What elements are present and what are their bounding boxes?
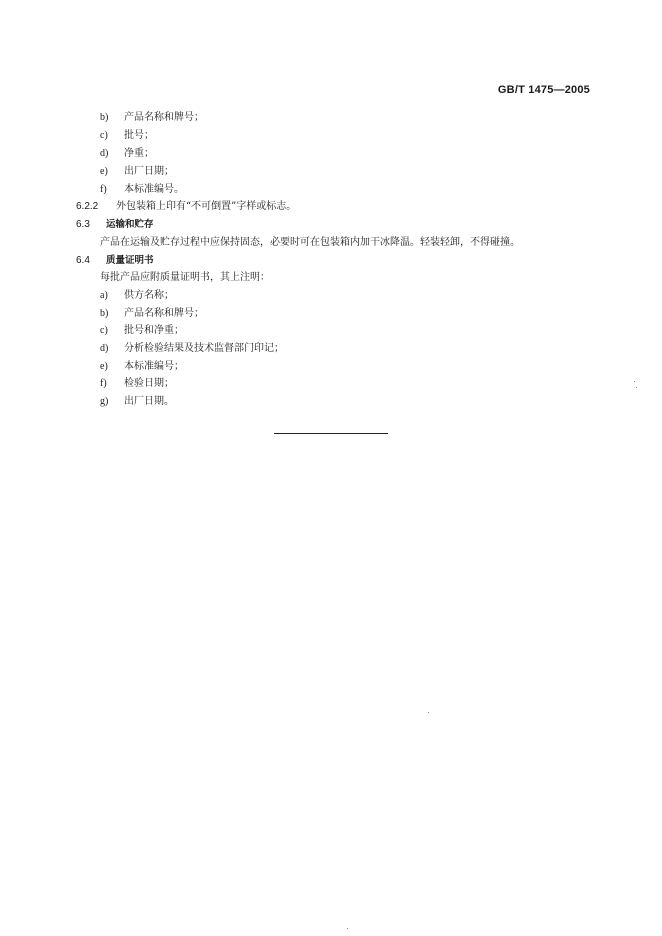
list-marker: g) [100, 396, 109, 407]
scan-speck [428, 712, 429, 713]
list-item [100, 130, 154, 142]
list-item [100, 325, 184, 337]
list-marker: c) [100, 130, 108, 141]
section-number: 6.4 [76, 255, 90, 266]
list-item [100, 290, 174, 302]
list-text: 净重； [124, 148, 154, 159]
list-marker: f) [100, 378, 107, 389]
list-text: 本标准编号； [124, 361, 184, 372]
list-marker: b) [100, 308, 109, 319]
scan-speck [636, 387, 637, 388]
list-item [100, 396, 174, 408]
scan-speck [634, 381, 635, 382]
list-marker: e) [100, 166, 108, 177]
list-marker: f) [100, 184, 107, 195]
list-text: 分析检验结果及技术监督部门印记； [124, 343, 284, 354]
end-rule [274, 433, 388, 434]
list-marker: c) [100, 325, 108, 336]
standard-number: GB/T 1475—2005 [497, 84, 590, 96]
clause-text: 外包装箱上印有“不可倒置”字样或标志。 [116, 201, 297, 212]
list-item [100, 184, 184, 196]
list-item [100, 148, 154, 160]
list-text: 批号和净重； [124, 325, 184, 336]
list-text: 出厂日期； [124, 166, 174, 177]
list-marker: d) [100, 148, 109, 159]
list-text: 产品名称和牌号； [124, 112, 204, 123]
section-number: 6.3 [76, 219, 90, 230]
section-body-6-3: 产品在运输及贮存过程中应保持固态，必要时可在包装箱内加干冰降温。轻装轻卸，不得碰撞。 [100, 237, 520, 248]
section-title: 质量证明书 [106, 255, 154, 266]
list-item [100, 166, 174, 178]
list-text: 出厂日期。 [124, 396, 174, 407]
section-heading-6-4 [76, 255, 154, 267]
list-text: 本标准编号。 [124, 184, 184, 195]
list-text: 供方名称； [124, 290, 174, 301]
section-heading-6-3 [76, 219, 154, 231]
section-title: 运输和贮存 [106, 219, 154, 230]
list-item [100, 361, 184, 373]
scan-speck [347, 928, 348, 929]
clause-6-2-2 [76, 201, 296, 213]
list-marker: e) [100, 361, 108, 372]
list-marker: b) [100, 112, 109, 123]
list-text: 产品名称和牌号； [124, 308, 204, 319]
list-item [100, 343, 284, 355]
list-marker: d) [100, 343, 109, 354]
list-marker: a) [100, 290, 108, 301]
section-intro-6-4: 每批产品应附质量证明书，其上注明： [100, 272, 270, 283]
list-item [100, 378, 174, 390]
clause-number: 6.2.2 [76, 201, 99, 212]
list-text: 批号； [124, 130, 154, 141]
list-item [100, 308, 204, 320]
list-item [100, 112, 204, 124]
list-text: 检验日期； [124, 378, 174, 389]
